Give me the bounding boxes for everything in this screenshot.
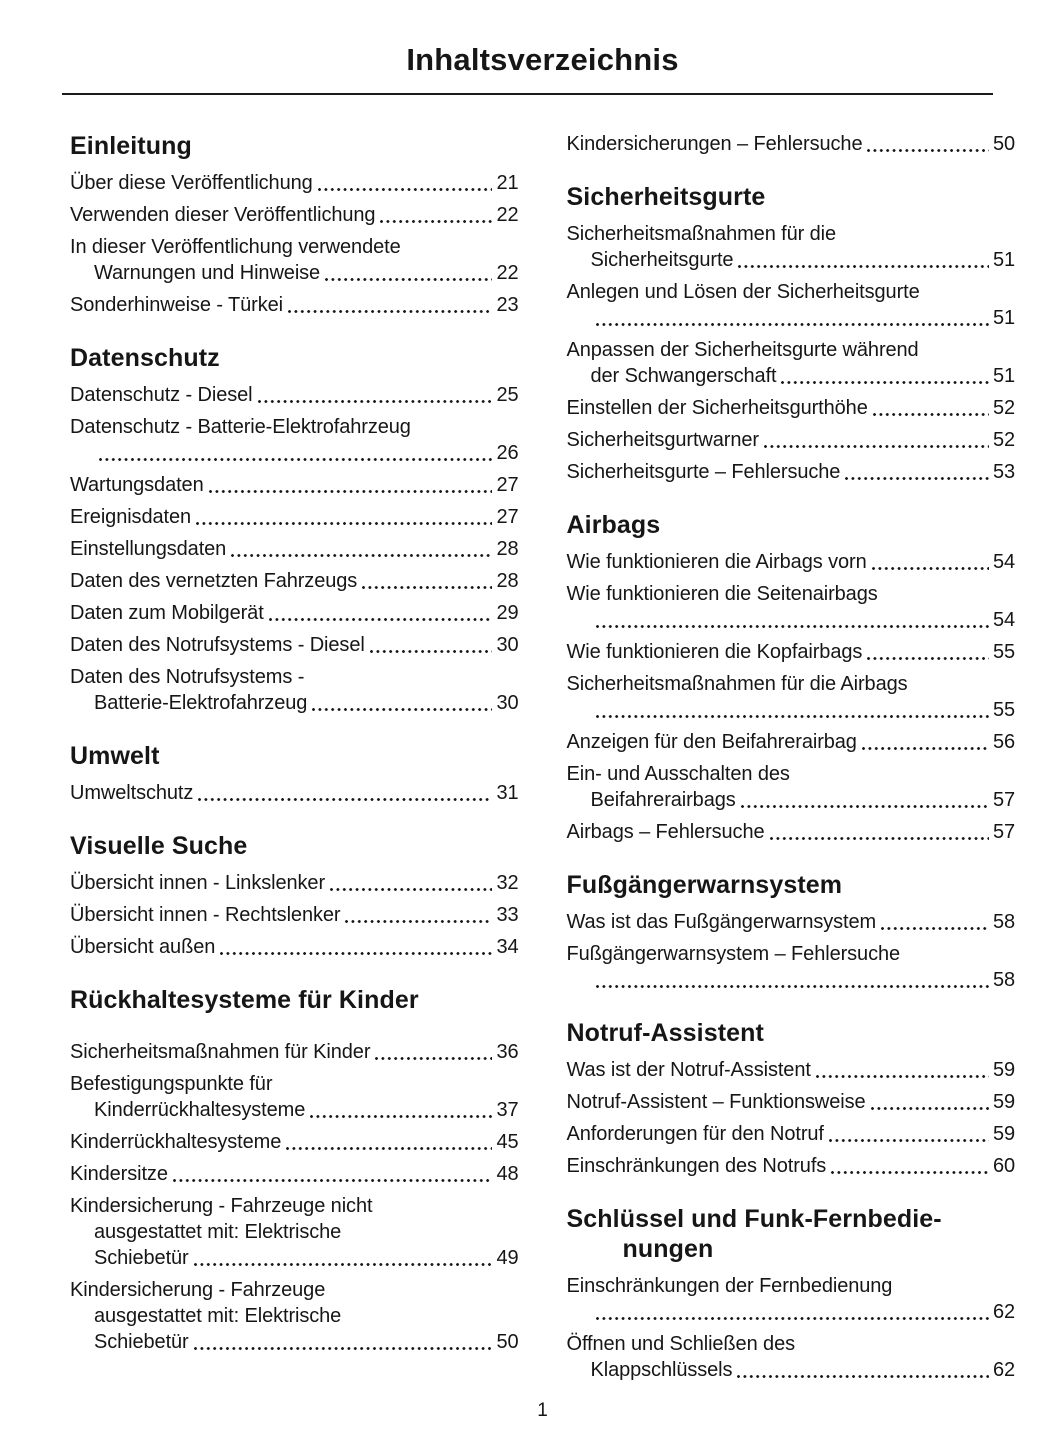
- toc-entry: [567, 221, 1016, 273]
- toc-entry-page: 55: [992, 641, 1015, 663]
- toc-entry-page: 22: [496, 262, 519, 284]
- section-heading-line: Datenschutz: [70, 344, 220, 372]
- dot-leader: [765, 819, 993, 845]
- dot-leader: [591, 967, 993, 993]
- toc-entry-line: [70, 414, 519, 440]
- toc-entry: [567, 1273, 1016, 1325]
- dot-leader: [732, 1357, 993, 1383]
- dot-leader: [283, 292, 496, 318]
- toc-entry-title: Ein- und Ausschalten des: [566, 763, 790, 785]
- section-heading: [567, 870, 1016, 900]
- dot-leader: [215, 934, 496, 960]
- dot-leader: [733, 247, 993, 273]
- dot-leader: [94, 440, 496, 466]
- toc-entry-page: 27: [496, 506, 519, 528]
- toc-entry-page: 51: [992, 249, 1015, 271]
- toc-entry: [70, 292, 519, 318]
- dot-leader: [370, 1039, 496, 1065]
- dot-leader: [189, 1329, 497, 1355]
- toc-entry: [567, 279, 1016, 331]
- toc-entry-title: Anforderungen für den Notruf: [566, 1123, 824, 1145]
- toc-entry-line: [70, 260, 519, 286]
- toc-entry: [567, 427, 1016, 453]
- page-header: [70, 42, 1015, 95]
- toc-entry-line: [567, 819, 1016, 845]
- toc-entry: [567, 549, 1016, 575]
- dot-leader: [305, 1097, 496, 1123]
- dot-leader: [375, 202, 496, 228]
- toc-entry-title: ausgestattet mit: Elektrische: [94, 1221, 342, 1243]
- toc-entry-title: Übersicht innen - Linkslenker: [70, 872, 326, 894]
- dot-leader: [857, 729, 993, 755]
- toc-entry-line: [70, 472, 519, 498]
- toc-entry: [70, 536, 519, 562]
- toc-entry-title: Daten des Notrufsystems -: [70, 666, 305, 688]
- toc-entry-line: [567, 1057, 1016, 1083]
- dot-leader: [193, 780, 496, 806]
- toc-entry-line: [70, 568, 519, 594]
- dot-leader: [281, 1129, 496, 1155]
- toc-entry-page: 21: [496, 172, 519, 194]
- dot-leader: [591, 1299, 993, 1325]
- toc-section: [567, 182, 1016, 485]
- dot-leader: [862, 639, 993, 665]
- dot-leader: [357, 568, 496, 594]
- toc-entry: [567, 1153, 1016, 1179]
- toc-entry-line: [567, 697, 1016, 723]
- toc-entry-title: Anlegen und Lösen der Sicherheitsgurte: [566, 281, 920, 303]
- toc-entry: [70, 382, 519, 408]
- toc-entry: [70, 1161, 519, 1187]
- toc-entry-page: 59: [992, 1123, 1015, 1145]
- toc-entry-title: Einstellen der Sicherheitsgurthöhe: [566, 397, 868, 419]
- section-heading: [567, 182, 1016, 212]
- dot-leader: [307, 690, 496, 716]
- toc-entry-line: [70, 440, 519, 466]
- toc-entry-title: Batterie-Elektrofahrzeug: [94, 692, 308, 714]
- toc-entry-title: Wie funktionieren die Seitenairbags: [566, 583, 878, 605]
- toc-entry-line: [70, 1277, 519, 1303]
- toc-entry-title: Sicherheitsgurte: [590, 249, 734, 271]
- toc-entry: [567, 639, 1016, 665]
- toc-entry-title: Sicherheitsmaßnahmen für die: [566, 223, 837, 245]
- toc-entry-line: [567, 279, 1016, 305]
- section-heading: [567, 1204, 1016, 1264]
- toc-entry-page: 51: [992, 365, 1015, 387]
- toc-entry-line: [70, 600, 519, 626]
- dot-leader: [811, 1057, 993, 1083]
- toc-entry-line: [567, 1153, 1016, 1179]
- dot-leader: [313, 170, 497, 196]
- toc-section: [567, 510, 1016, 845]
- toc-entry-line: [567, 1089, 1016, 1115]
- toc-entry-line: [70, 1193, 519, 1219]
- toc-entry-title: Datenschutz - Batterie-Elektrofahrzeug: [70, 416, 411, 438]
- toc-entry-title: Was ist das Fußgängerwarnsystem: [566, 911, 877, 933]
- section-heading: [567, 1018, 1016, 1048]
- toc-entry-title: ausgestattet mit: Elektrische: [94, 1305, 342, 1327]
- toc-entry-page: 52: [992, 429, 1015, 451]
- toc-entry-line: [567, 1273, 1016, 1299]
- toc-entry-title: Kinderrückhaltesysteme: [94, 1099, 306, 1121]
- toc-entry-title: Anzeigen für den Beifahrerairbag: [566, 731, 857, 753]
- toc-entry-title: Wie funktionieren die Airbags vorn: [566, 551, 867, 573]
- toc-entry-line: [70, 1329, 519, 1355]
- toc-entry-title: Schiebetür: [94, 1247, 189, 1269]
- dot-leader: [824, 1121, 993, 1147]
- toc-entry-title: Übersicht außen: [70, 936, 216, 958]
- section-heading-line: Airbags: [566, 511, 661, 539]
- dot-leader: [862, 131, 992, 157]
- section-heading: [70, 985, 519, 1015]
- toc-section: [70, 831, 519, 960]
- toc-entry: [567, 1331, 1016, 1383]
- toc-entry-title: Befestigungspunkte für: [70, 1073, 273, 1095]
- dot-leader: [591, 607, 993, 633]
- toc-entry-line: [70, 1161, 519, 1187]
- dot-leader: [759, 427, 993, 453]
- toc-entry-page: 50: [496, 1331, 519, 1353]
- toc-entry-title: Fußgängerwarnsystem – Fehlersuche: [566, 943, 901, 965]
- toc-entry-title: Notruf-Assistent – Funktionsweise: [566, 1091, 866, 1113]
- toc-entry-line: [567, 909, 1016, 935]
- toc-entry: [70, 902, 519, 928]
- section-heading: [70, 741, 519, 771]
- dot-leader: [591, 697, 993, 723]
- dot-leader: [226, 536, 496, 562]
- toc-entry-page: 34: [496, 936, 519, 958]
- toc-entry-line: [567, 247, 1016, 273]
- toc-section: [70, 985, 519, 1355]
- toc-entry-title: Kindersicherung - Fahrzeuge: [70, 1279, 326, 1301]
- toc-entry-line: [70, 1245, 519, 1271]
- toc-entry-page: 59: [992, 1091, 1015, 1113]
- toc-entry: [567, 941, 1016, 993]
- toc-entry: [567, 1089, 1016, 1115]
- toc-entry-line: [567, 1121, 1016, 1147]
- toc-entry-line: [70, 504, 519, 530]
- toc-entry: [70, 870, 519, 896]
- toc-entry-line: [70, 1303, 519, 1329]
- toc-entry-title: Wartungsdaten: [70, 474, 204, 496]
- toc-entry-line: [567, 671, 1016, 697]
- dot-leader: [191, 504, 496, 530]
- toc-entry-title: Daten zum Mobilgerät: [70, 602, 264, 624]
- toc-entry-line: [70, 1071, 519, 1097]
- page-title: Inhaltsverzeichnis: [406, 42, 679, 77]
- toc-entry-line: [567, 967, 1016, 993]
- toc-entry-line: [567, 1357, 1016, 1383]
- toc-entry: [70, 414, 519, 466]
- toc-entry: [70, 600, 519, 626]
- toc-entry: [70, 504, 519, 530]
- dot-leader: [325, 870, 496, 896]
- toc-entry-page: 54: [992, 551, 1015, 573]
- toc-entry-line: [70, 202, 519, 228]
- toc-section: [567, 131, 1016, 157]
- toc-entry-title: Klappschlüssels: [590, 1359, 733, 1381]
- dot-leader: [189, 1245, 497, 1271]
- toc-entry-line: [70, 934, 519, 960]
- toc-entry-page: 60: [992, 1155, 1015, 1177]
- toc-entry-title: Verwenden dieser Veröffentlichung: [70, 204, 376, 226]
- toc-entry: [567, 819, 1016, 845]
- toc-entry-page: 58: [992, 969, 1015, 991]
- toc-entry-page: 55: [992, 699, 1015, 721]
- toc-entry-page: 57: [992, 789, 1015, 811]
- toc-entry: [70, 472, 519, 498]
- dot-leader: [204, 472, 497, 498]
- toc-entry-page: 57: [992, 821, 1015, 843]
- toc-entry-page: 23: [496, 294, 519, 316]
- toc-entry-title: Übersicht innen - Rechtslenker: [70, 904, 341, 926]
- toc-entry-page: 30: [496, 634, 519, 656]
- toc-section: [567, 870, 1016, 993]
- toc-entry: [70, 1277, 519, 1355]
- toc-section: [70, 131, 519, 318]
- toc-entry: [70, 632, 519, 658]
- toc-entry: [70, 1071, 519, 1123]
- toc-entry-title: Öffnen und Schließen des: [566, 1333, 795, 1355]
- dot-leader: [826, 1153, 993, 1179]
- section-heading-line: Schlüssel und Funk-Fernbedie-: [566, 1205, 942, 1233]
- dot-leader: [840, 459, 993, 485]
- section-heading-line: Visuelle Suche: [70, 832, 248, 860]
- toc-entry-title: Sicherheitsmaßnahmen für die Airbags: [566, 673, 908, 695]
- toc-entry-page: 30: [496, 692, 519, 714]
- toc-entry-title: Beifahrerairbags: [590, 789, 736, 811]
- toc-entry-page: 36: [496, 1041, 519, 1063]
- toc-entry-page: 45: [496, 1131, 519, 1153]
- toc-entry-title: Was ist der Notruf-Assistent: [566, 1059, 811, 1081]
- toc-entry: [567, 581, 1016, 633]
- toc-entry-line: [70, 234, 519, 260]
- toc-entry-title: Sicherheitsmaßnahmen für Kinder: [70, 1041, 371, 1063]
- toc-entry: [70, 202, 519, 228]
- toc-entry-page: 33: [496, 904, 519, 926]
- toc-entry-page: 49: [496, 1247, 519, 1269]
- dot-leader: [736, 787, 993, 813]
- toc-entry-page: 53: [992, 461, 1015, 483]
- toc-entry-line: [567, 427, 1016, 453]
- toc-entry-title: Ereignisdaten: [70, 506, 192, 528]
- toc-entry-line: [567, 131, 1016, 157]
- toc-entry-title: Über diese Veröffentlichung: [70, 172, 313, 194]
- toc-entry-page: 26: [496, 442, 519, 464]
- section-heading: [70, 343, 519, 373]
- toc-entry-page: 32: [496, 872, 519, 894]
- section-heading-line: Fußgängerwarnsystem: [566, 871, 843, 899]
- dot-leader: [253, 382, 497, 408]
- section-heading-line: Umwelt: [70, 742, 160, 770]
- toc-entry: [567, 459, 1016, 485]
- toc-entry-line: [567, 363, 1016, 389]
- toc-entry-title: Warnungen und Hinweise: [94, 262, 321, 284]
- toc-entry-page: 54: [992, 609, 1015, 631]
- toc-entry-line: [567, 729, 1016, 755]
- toc-entry-line: [70, 1219, 519, 1245]
- toc-section: [567, 1204, 1016, 1383]
- toc-entry-title: Einstellungsdaten: [70, 538, 227, 560]
- toc-entry-title: Kindersitze: [70, 1163, 168, 1185]
- toc-entry-line: [70, 1039, 519, 1065]
- toc-entry-line: [567, 639, 1016, 665]
- toc-entry: [70, 934, 519, 960]
- section-heading-line: Notruf-Assistent: [566, 1019, 764, 1047]
- toc-entry: [567, 1057, 1016, 1083]
- toc-entry-page: 62: [992, 1359, 1015, 1381]
- toc-entry-title: der Schwangerschaft: [590, 365, 777, 387]
- dot-leader: [264, 600, 497, 626]
- toc-entry-page: 62: [992, 1301, 1015, 1323]
- toc-entry-line: [70, 1129, 519, 1155]
- toc-entry-line: [70, 1097, 519, 1123]
- toc-entry-line: [567, 337, 1016, 363]
- toc-entry: [567, 131, 1016, 157]
- toc-entry-title: Sonderhinweise - Türkei: [70, 294, 283, 316]
- toc-column-left: [70, 131, 519, 1392]
- toc-entry-line: [70, 690, 519, 716]
- toc-entry: [567, 1121, 1016, 1147]
- toc-entry: [567, 671, 1016, 723]
- toc-entry-page: 51: [992, 307, 1015, 329]
- dot-leader: [365, 632, 497, 658]
- toc-entry-line: [70, 632, 519, 658]
- toc-entry-title: Umweltschutz: [70, 782, 194, 804]
- toc-entry-page: 59: [992, 1059, 1015, 1081]
- toc-entry: [70, 170, 519, 196]
- toc-entry-title: Airbags – Fehlersuche: [566, 821, 765, 843]
- toc-entry-title: Anpassen der Sicherheitsgurte während: [566, 339, 919, 361]
- dot-leader: [168, 1161, 497, 1187]
- toc-entry: [567, 729, 1016, 755]
- section-heading: [70, 831, 519, 861]
- toc-entry-line: [567, 459, 1016, 485]
- toc-entry: [567, 909, 1016, 935]
- toc-entry-page: 22: [496, 204, 519, 226]
- section-heading-line: Rückhaltesysteme für Kinder: [70, 986, 419, 1014]
- toc-entry-line: [70, 902, 519, 928]
- toc-column-right: [567, 131, 1016, 1392]
- toc-entry: [70, 234, 519, 286]
- toc-entry-title: Sicherheitsgurte – Fehlersuche: [566, 461, 841, 483]
- toc-entry-page: 27: [496, 474, 519, 496]
- toc-entry-page: 25: [496, 384, 519, 406]
- dot-leader: [876, 909, 993, 935]
- toc-entry-page: 28: [496, 570, 519, 592]
- toc-entry-page: 29: [496, 602, 519, 624]
- toc-entry-line: [567, 1331, 1016, 1357]
- toc-entry-title: Einschränkungen des Notrufs: [566, 1155, 827, 1177]
- toc-entry: [567, 395, 1016, 421]
- toc-entry-line: [567, 761, 1016, 787]
- toc-entry-line: [567, 305, 1016, 331]
- dot-leader: [340, 902, 496, 928]
- toc-entry-page: 37: [496, 1099, 519, 1121]
- toc-entry: [70, 1129, 519, 1155]
- toc-section: [70, 741, 519, 806]
- toc-entry-line: [70, 170, 519, 196]
- table-of-contents: [70, 131, 1015, 1392]
- toc-entry: [70, 1193, 519, 1271]
- toc-entry-line: [70, 292, 519, 318]
- section-heading: [70, 131, 519, 161]
- section-heading-line: Einleitung: [70, 132, 192, 160]
- toc-entry-line: [567, 549, 1016, 575]
- dot-leader: [867, 549, 993, 575]
- toc-entry-line: [567, 1299, 1016, 1325]
- toc-entry-line: [567, 581, 1016, 607]
- toc-entry-page: 52: [992, 397, 1015, 419]
- toc-entry-title: Kindersicherung - Fahrzeuge nicht: [70, 1195, 373, 1217]
- toc-entry-title: Daten des vernetzten Fahrzeugs: [70, 570, 358, 592]
- section-heading: [567, 510, 1016, 540]
- toc-entry-line: [567, 221, 1016, 247]
- toc-entry-line: [567, 395, 1016, 421]
- toc-section: [70, 343, 519, 716]
- title-divider: [62, 93, 993, 95]
- toc-entry-title: Sicherheitsgurtwarner: [566, 429, 759, 451]
- page-number: 1: [537, 1400, 548, 1421]
- section-heading-line: nungen: [622, 1235, 714, 1263]
- toc-entry-page: 28: [496, 538, 519, 560]
- toc-entry-title: Kinderrückhaltesysteme: [70, 1131, 282, 1153]
- toc-entry-line: [70, 664, 519, 690]
- toc-entry-line: [70, 870, 519, 896]
- toc-entry-page: 48: [496, 1163, 519, 1185]
- toc-entry-line: [567, 607, 1016, 633]
- dot-leader: [868, 395, 993, 421]
- dot-leader: [866, 1089, 993, 1115]
- toc-entry: [70, 780, 519, 806]
- toc-entry-page: 31: [496, 782, 519, 804]
- dot-leader: [776, 363, 992, 389]
- toc-entry-page: 50: [992, 133, 1015, 155]
- toc-entry-page: 58: [992, 911, 1015, 933]
- section-heading-line: Sicherheitsgurte: [566, 183, 766, 211]
- toc-entry-title: Datenschutz - Diesel: [70, 384, 253, 406]
- toc-entry-title: Schiebetür: [94, 1331, 189, 1353]
- toc-entry-title: In dieser Veröffentlichung verwendete: [70, 236, 401, 258]
- toc-entry: [70, 1039, 519, 1065]
- toc-entry-title: Einschränkungen der Fernbedienung: [566, 1275, 893, 1297]
- dot-leader: [591, 305, 993, 331]
- toc-entry: [70, 664, 519, 716]
- toc-entry-line: [70, 536, 519, 562]
- toc-entry-title: Kindersicherungen – Fehlersuche: [566, 133, 863, 155]
- toc-entry-line: [567, 787, 1016, 813]
- toc-entry-line: [567, 941, 1016, 967]
- toc-entry-title: Wie funktionieren die Kopfairbags: [566, 641, 863, 663]
- dot-leader: [320, 260, 496, 286]
- toc-entry-page: 56: [992, 731, 1015, 753]
- toc-section: [567, 1018, 1016, 1179]
- toc-entry-line: [70, 382, 519, 408]
- toc-entry: [70, 568, 519, 594]
- toc-entry: [567, 761, 1016, 813]
- page-footer: [70, 1392, 1015, 1448]
- toc-entry-line: [70, 780, 519, 806]
- toc-entry-title: Daten des Notrufsystems - Diesel: [70, 634, 365, 656]
- toc-entry: [567, 337, 1016, 389]
